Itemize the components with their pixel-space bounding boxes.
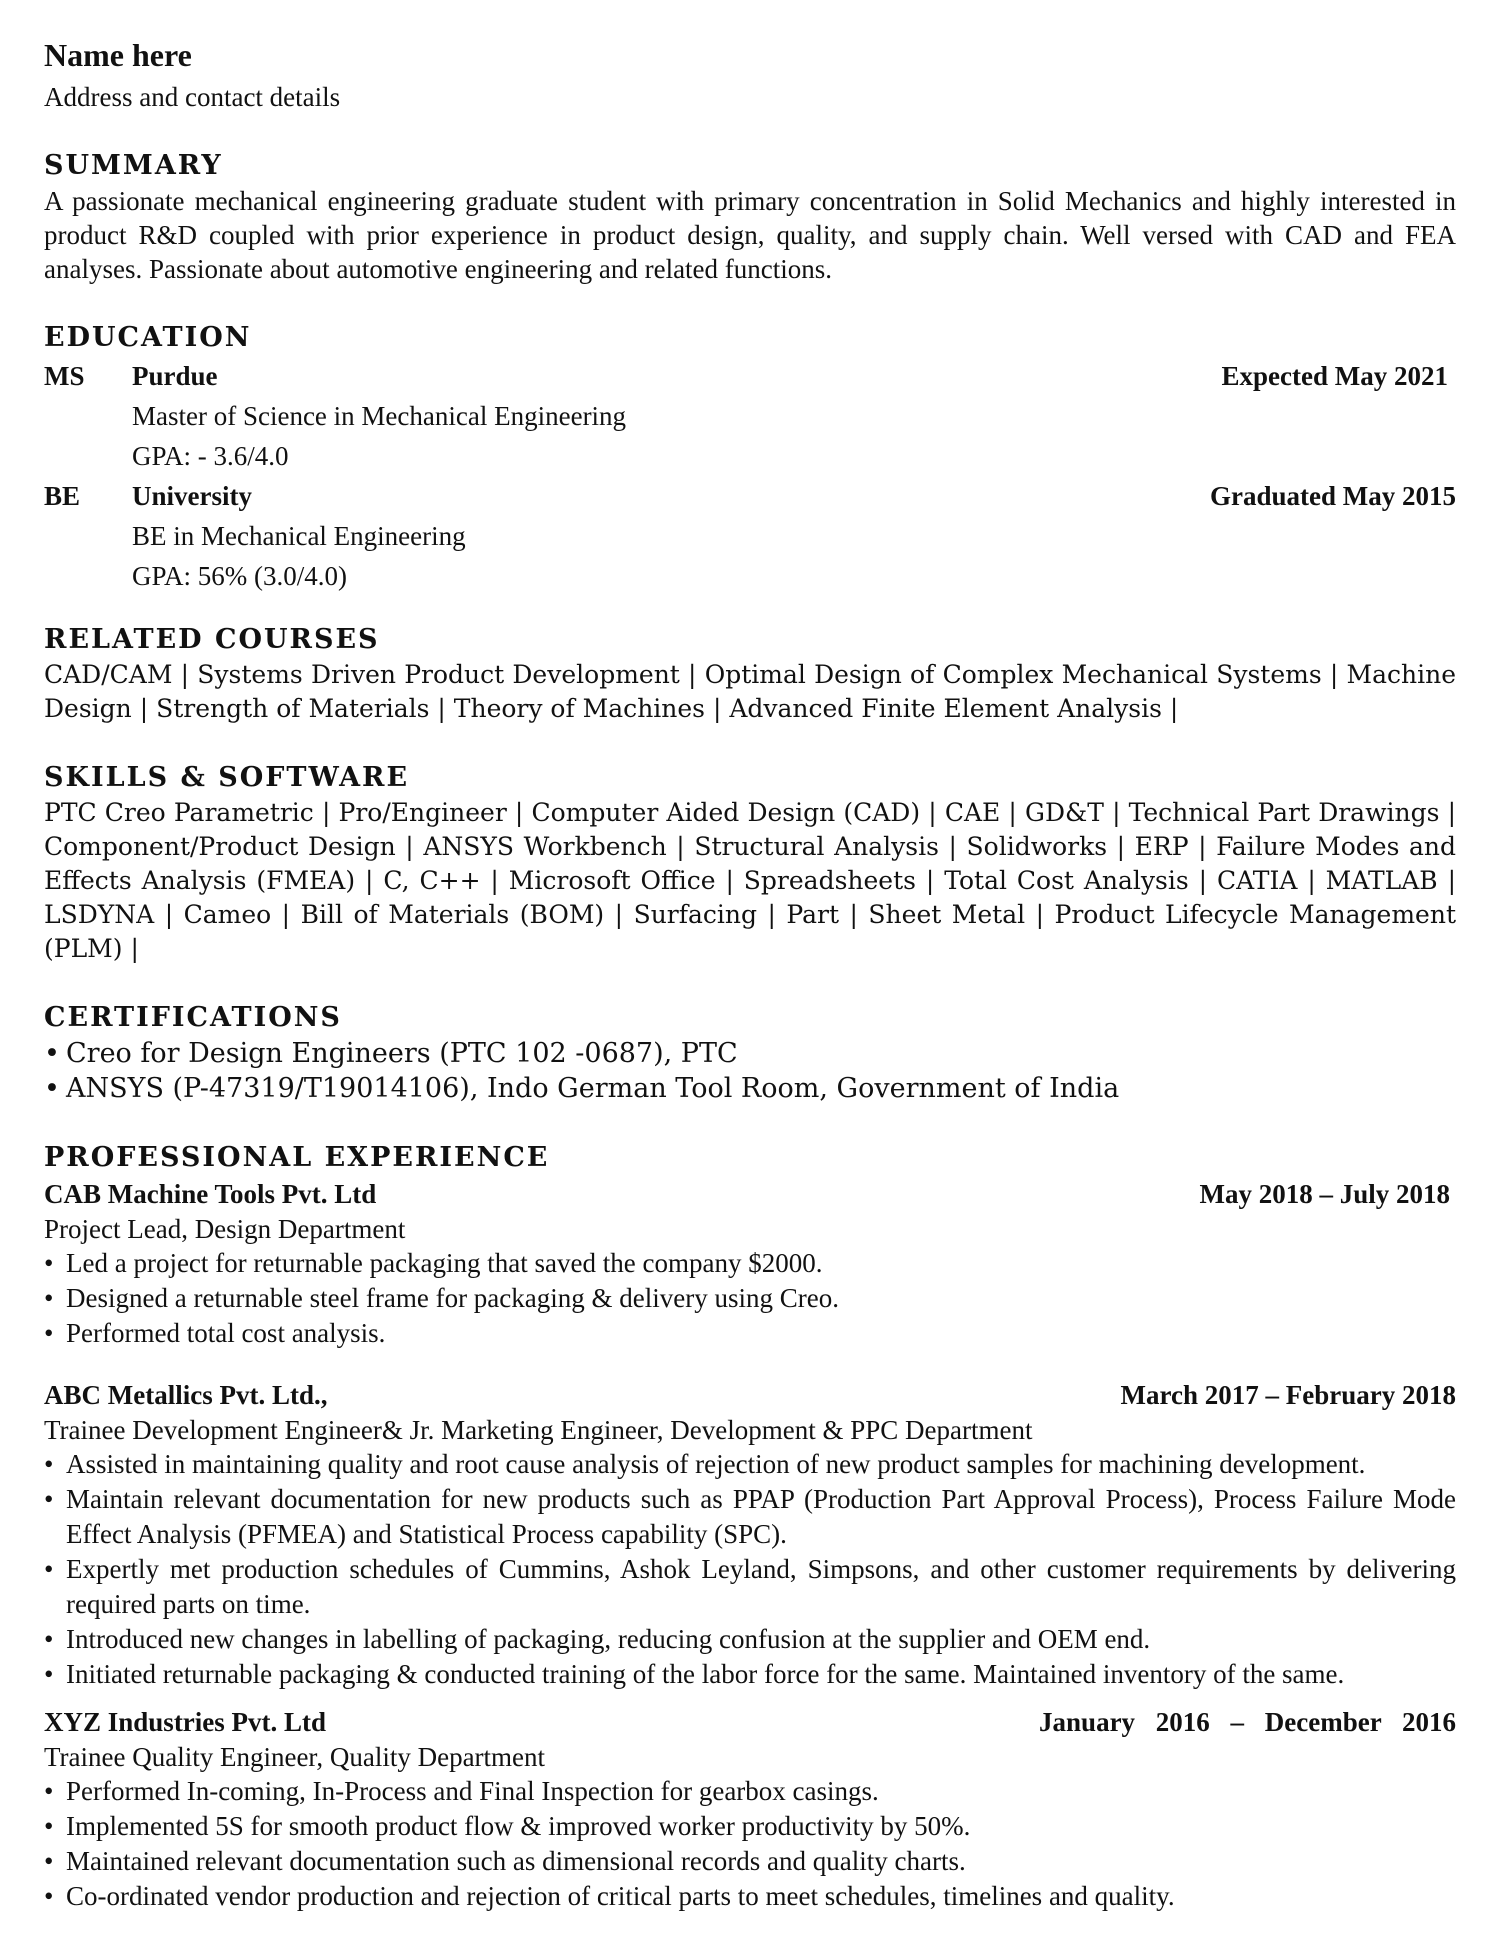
- job-role: Trainee Quality Engineer, Quality Department: [44, 1742, 546, 1772]
- job-role: Project Lead, Design Department: [44, 1214, 406, 1244]
- education-program: Master of Science in Mechanical Engineering: [132, 401, 627, 431]
- bullet-icon: •: [44, 1318, 54, 1348]
- list-item: • Implemented 5S for smooth product flow & improved worker productivity by 50%.: [44, 1809, 1456, 1844]
- job-dates: May 2018 – July 2018: [1199, 1179, 1450, 1209]
- bullet-icon: •: [44, 1811, 54, 1841]
- resume-header: [44, 30, 1456, 114]
- job-bullets: [44, 1447, 1456, 1692]
- education-date: Expected May 2021: [1221, 361, 1448, 391]
- list-item: • Creo for Design Engineers (PTC 102 -0687), PTC: [44, 1038, 738, 1069]
- section-title-experience: PROFESSIONAL EXPERIENCE: [44, 1142, 550, 1173]
- bullet-icon: •: [44, 1449, 54, 1479]
- resume-page: [44, 30, 1456, 1914]
- education-gpa: GPA: 56% (3.0/4.0): [132, 561, 348, 591]
- list-item: • Initiated returnable packaging & conducted training of the labor force for the same. Maintained inventory of the same.: [44, 1657, 1456, 1692]
- education-institution: University: [132, 481, 252, 511]
- education-gpa: GPA: - 3.6/4.0: [132, 441, 289, 471]
- bullet-icon: •: [44, 1881, 54, 1911]
- education-degree: BE: [44, 481, 81, 511]
- list-item: • Expertly met production schedules of Cummins, Ashok Leyland, Simpsons, and other customer requirements by delivering required parts on time.: [44, 1554, 1456, 1619]
- job-entry: [44, 1377, 1456, 1692]
- list-item: • Introduced new changes in labelling of packaging, reducing confusion at the supplier and OEM end.: [44, 1622, 1456, 1657]
- candidate-name: Name here: [44, 37, 192, 73]
- bullet-icon: •: [44, 1846, 54, 1876]
- list-item: • Maintained relevant documentation such as dimensional records and quality charts.: [44, 1844, 1456, 1879]
- skills-text: PTC Creo Parametric | Pro/Engineer | Computer Aided Design (CAD) | CAE | GD&T | Technical Part Drawings | Component/Product Design | ANSYS Workbench | Structural Analysis | Solidworks | ERP | Failure Modes and Effects Analysis (FMEA) | C, C++ | Microsoft Office | Spreadsheets | Total Cost Analysis | CATIA | MATLAB | LSDYNA | Cameo | Bill of Materials (BOM) | Surfacing | Part | Sheet Metal | Product Lifecycle Management (PLM) |: [44, 798, 1456, 963]
- education-entry: [44, 356, 1456, 476]
- education-program: BE in Mechanical Engineering: [132, 521, 466, 551]
- summary-text: A passionate mechanical engineering graduate student with primary concentration in Solid Mechanics and highly interested in product R&D coupled with prior experience in product design, quality, and supply chain. Well versed with CAD and FEA analyses. Passionate about automotive engineering and related functions.: [44, 186, 1456, 284]
- section-title-skills: SKILLS & SOFTWARE: [44, 762, 410, 793]
- contact-details: Address and contact details: [44, 82, 341, 112]
- job-role: Trainee Development Engineer& Jr. Marketing Engineer, Development & PPC Department: [44, 1415, 1033, 1445]
- skills-section: [44, 760, 1456, 966]
- experience-section: [44, 1140, 1456, 1914]
- bullet-icon: •: [44, 1038, 60, 1069]
- education-entry: [44, 476, 1456, 596]
- education-date: Graduated May 2015: [1210, 481, 1456, 511]
- job-bullets: [44, 1774, 1456, 1914]
- section-title-certifications: CERTIFICATIONS: [44, 1002, 342, 1033]
- education-institution: Purdue: [132, 361, 218, 391]
- list-item: • Co-ordinated vendor production and rejection of critical parts to meet schedules, timelines and quality.: [44, 1879, 1456, 1914]
- list-item: • Assisted in maintaining quality and root cause analysis of rejection of new product samples for machining development.: [44, 1447, 1456, 1482]
- bullet-icon: •: [44, 1073, 60, 1104]
- bullet-icon: •: [44, 1624, 54, 1654]
- list-item: • Performed total cost analysis.: [44, 1316, 1456, 1351]
- section-title-summary: SUMMARY: [44, 150, 223, 181]
- list-item: • ANSYS (P-47319/T19014106), Indo German Tool Room, Government of India: [44, 1073, 1120, 1104]
- summary-section: [44, 148, 1456, 286]
- education-degree: MS: [44, 361, 85, 391]
- bullet-icon: •: [44, 1248, 54, 1278]
- list-item: • Maintain relevant documentation for new products such as PPAP (Production Part Approval Process), Process Failure Mode Effect Analysis (PFMEA) and Statistical Process capability (SPC).: [44, 1484, 1456, 1549]
- section-title-education: EDUCATION: [44, 322, 252, 353]
- list-item: • Designed a returnable steel frame for packaging & delivery using Creo.: [44, 1281, 1456, 1316]
- bullet-icon: •: [44, 1659, 54, 1689]
- courses-text: CAD/CAM | Systems Driven Product Development | Optimal Design of Complex Mechanical Systems | Machine Design | Strength of Materials | Theory of Machines | Advanced Finite Element Analysis |: [44, 660, 1456, 723]
- section-title-courses: RELATED COURSES: [44, 624, 380, 655]
- certifications-section: [44, 1000, 1456, 1106]
- list-item: • Led a project for returnable packaging that saved the company $2000.: [44, 1246, 1456, 1281]
- job-entry: [44, 1176, 1456, 1351]
- bullet-icon: •: [44, 1283, 54, 1313]
- bullet-icon: •: [44, 1554, 54, 1584]
- bullet-icon: •: [44, 1776, 54, 1806]
- bullet-icon: •: [44, 1484, 54, 1514]
- list-item: • Performed In-coming, In-Process and Final Inspection for gearbox casings.: [44, 1774, 1456, 1809]
- certification-list: [44, 1036, 1456, 1106]
- job-company: XYZ Industries Pvt. Ltd: [44, 1707, 327, 1737]
- job-entry: [44, 1704, 1456, 1914]
- job-dates: March 2017 – February 2018: [1120, 1380, 1456, 1410]
- job-company: CAB Machine Tools Pvt. Ltd: [44, 1179, 377, 1209]
- job-bullets: [44, 1246, 1456, 1351]
- courses-section: [44, 622, 1456, 726]
- job-company: ABC Metallics Pvt. Ltd.,: [44, 1380, 328, 1410]
- job-dates: January 2016 – December 2016: [1039, 1707, 1456, 1737]
- education-section: [44, 320, 1456, 596]
